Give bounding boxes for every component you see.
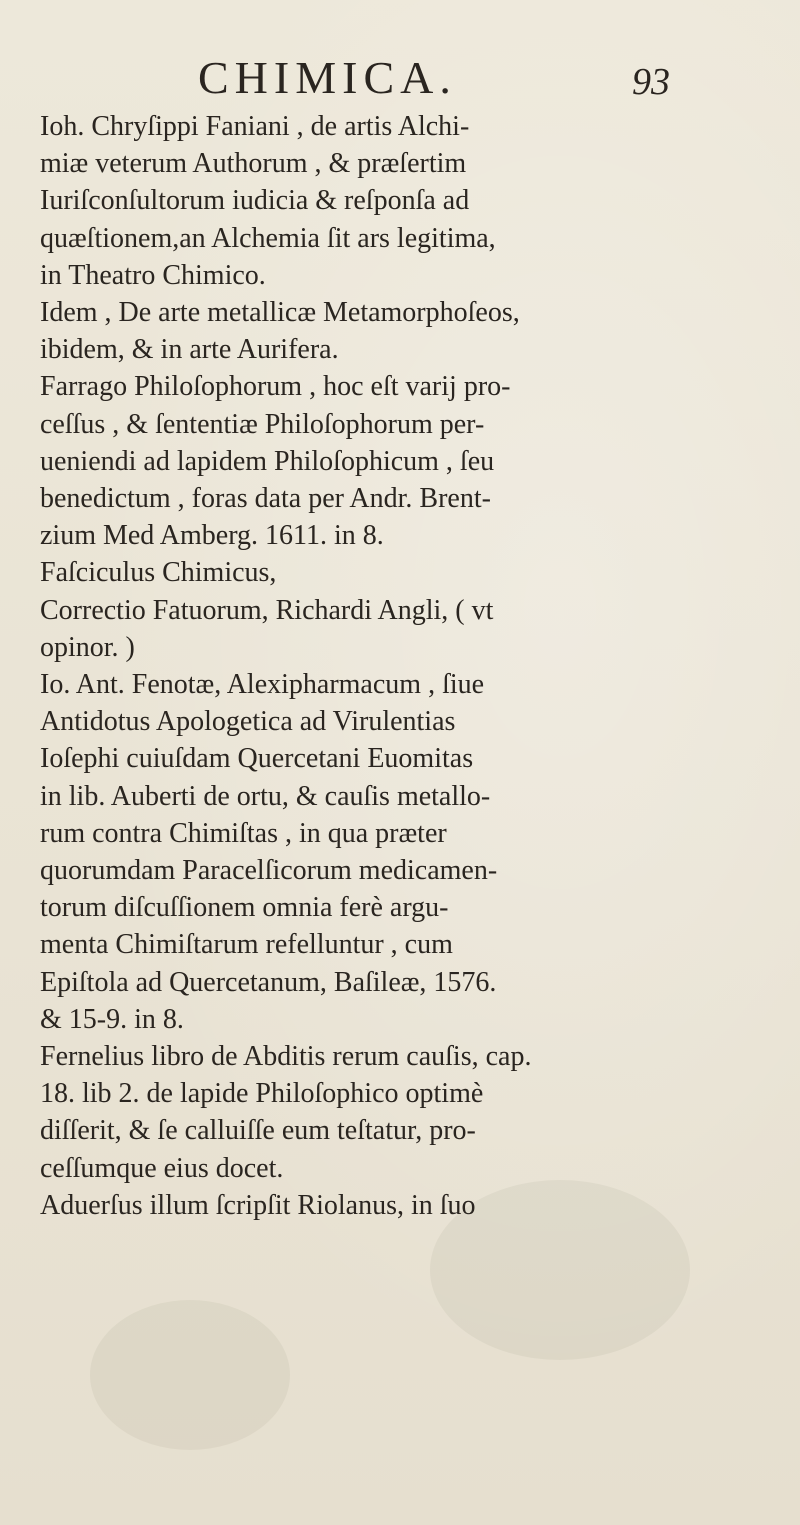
text-line: & 15-9. in 8. bbox=[40, 1003, 184, 1035]
text-line: Iuriſconſultorum iudicia & reſponſa ad bbox=[40, 185, 470, 217]
text-line: 18. lib 2. de lapide Philoſophico optimè bbox=[40, 1078, 484, 1110]
running-title: CHIMICA. bbox=[198, 52, 457, 103]
text-line: zium Med Amberg. 1611. in 8. bbox=[40, 520, 384, 552]
bibliography-entry bbox=[40, 1187, 760, 1224]
bibliography-entry bbox=[40, 592, 760, 666]
text-line: Aduerſus illum ſcripſit Riolanus, in ſuo bbox=[40, 1189, 476, 1221]
bibliography-list bbox=[40, 108, 760, 1224]
text-line: menta Chimiſtarum refelluntur , cum bbox=[40, 929, 453, 961]
text-line: Fernelius libro de Abditis rerum cauſis, cap. bbox=[40, 1041, 532, 1073]
bibliography-entry bbox=[40, 554, 760, 591]
text-line: in Theatro Chimico. bbox=[40, 259, 266, 291]
text-line: quorumdam Paracelſicorum medicamen- bbox=[40, 855, 498, 887]
bibliography-entry bbox=[40, 294, 760, 368]
text-line: quæſtionem,an Alchemia ſit ars legitima, bbox=[40, 222, 496, 254]
text-line: ceſſumque eius docet. bbox=[40, 1152, 284, 1184]
page-number: 93 bbox=[632, 61, 670, 103]
text-line: Ioh. Chryſippi Faniani , de artis Alchi- bbox=[40, 111, 470, 142]
bibliography-entry bbox=[40, 108, 760, 294]
text-line: ueniendi ad lapidem Philoſophicum , ſeu bbox=[40, 445, 495, 477]
text-line: ceſſus , & ſententiæ Philoſophorum per- bbox=[40, 408, 485, 440]
bibliography-entry bbox=[40, 368, 760, 554]
bibliography-entry bbox=[40, 1038, 760, 1187]
text-line: benedictum , foras data per Andr. Brent- bbox=[40, 483, 491, 515]
text-line: Faſciculus Chimicus, bbox=[40, 557, 277, 589]
text-line: in lib. Auberti de ortu, & cauſis metallo- bbox=[40, 780, 491, 812]
bibliography-entry bbox=[40, 666, 760, 1038]
text-line: Correctio Fatuorum, Richardi Angli, ( vt bbox=[40, 594, 494, 626]
text-line: Idem , De arte metallicæ Metamorphoſeos, bbox=[40, 297, 520, 329]
text-line: Antidotus Apologetica ad Virulentias bbox=[40, 706, 456, 738]
text-line: ibidem, & in arte Aurifera. bbox=[40, 334, 339, 366]
text-line: torum diſcuſſionem omnia ferè argu- bbox=[40, 892, 449, 924]
text-line: Io. Ant. Fenotæ, Alexipharmacum , ſiue bbox=[40, 669, 485, 701]
page-header bbox=[0, 50, 800, 106]
paper-stain bbox=[90, 1300, 290, 1450]
text-line: miæ veterum Authorum , & præſertim bbox=[40, 148, 467, 180]
text-line: rum contra Chimiſtas , in qua præter bbox=[40, 817, 447, 849]
text-line: Epiſtola ad Quercetanum, Baſileæ, 1576. bbox=[40, 966, 497, 998]
text-line: opinor. ) bbox=[40, 631, 135, 663]
text-line: Ioſephi cuiuſdam Quercetani Euomitas bbox=[40, 743, 474, 775]
text-line: Farrago Philoſophorum , hoc eſt varij pro- bbox=[40, 371, 511, 403]
text-line: diſſerit, & ſe calluiſſe eum teſtatur, pro- bbox=[40, 1115, 476, 1147]
